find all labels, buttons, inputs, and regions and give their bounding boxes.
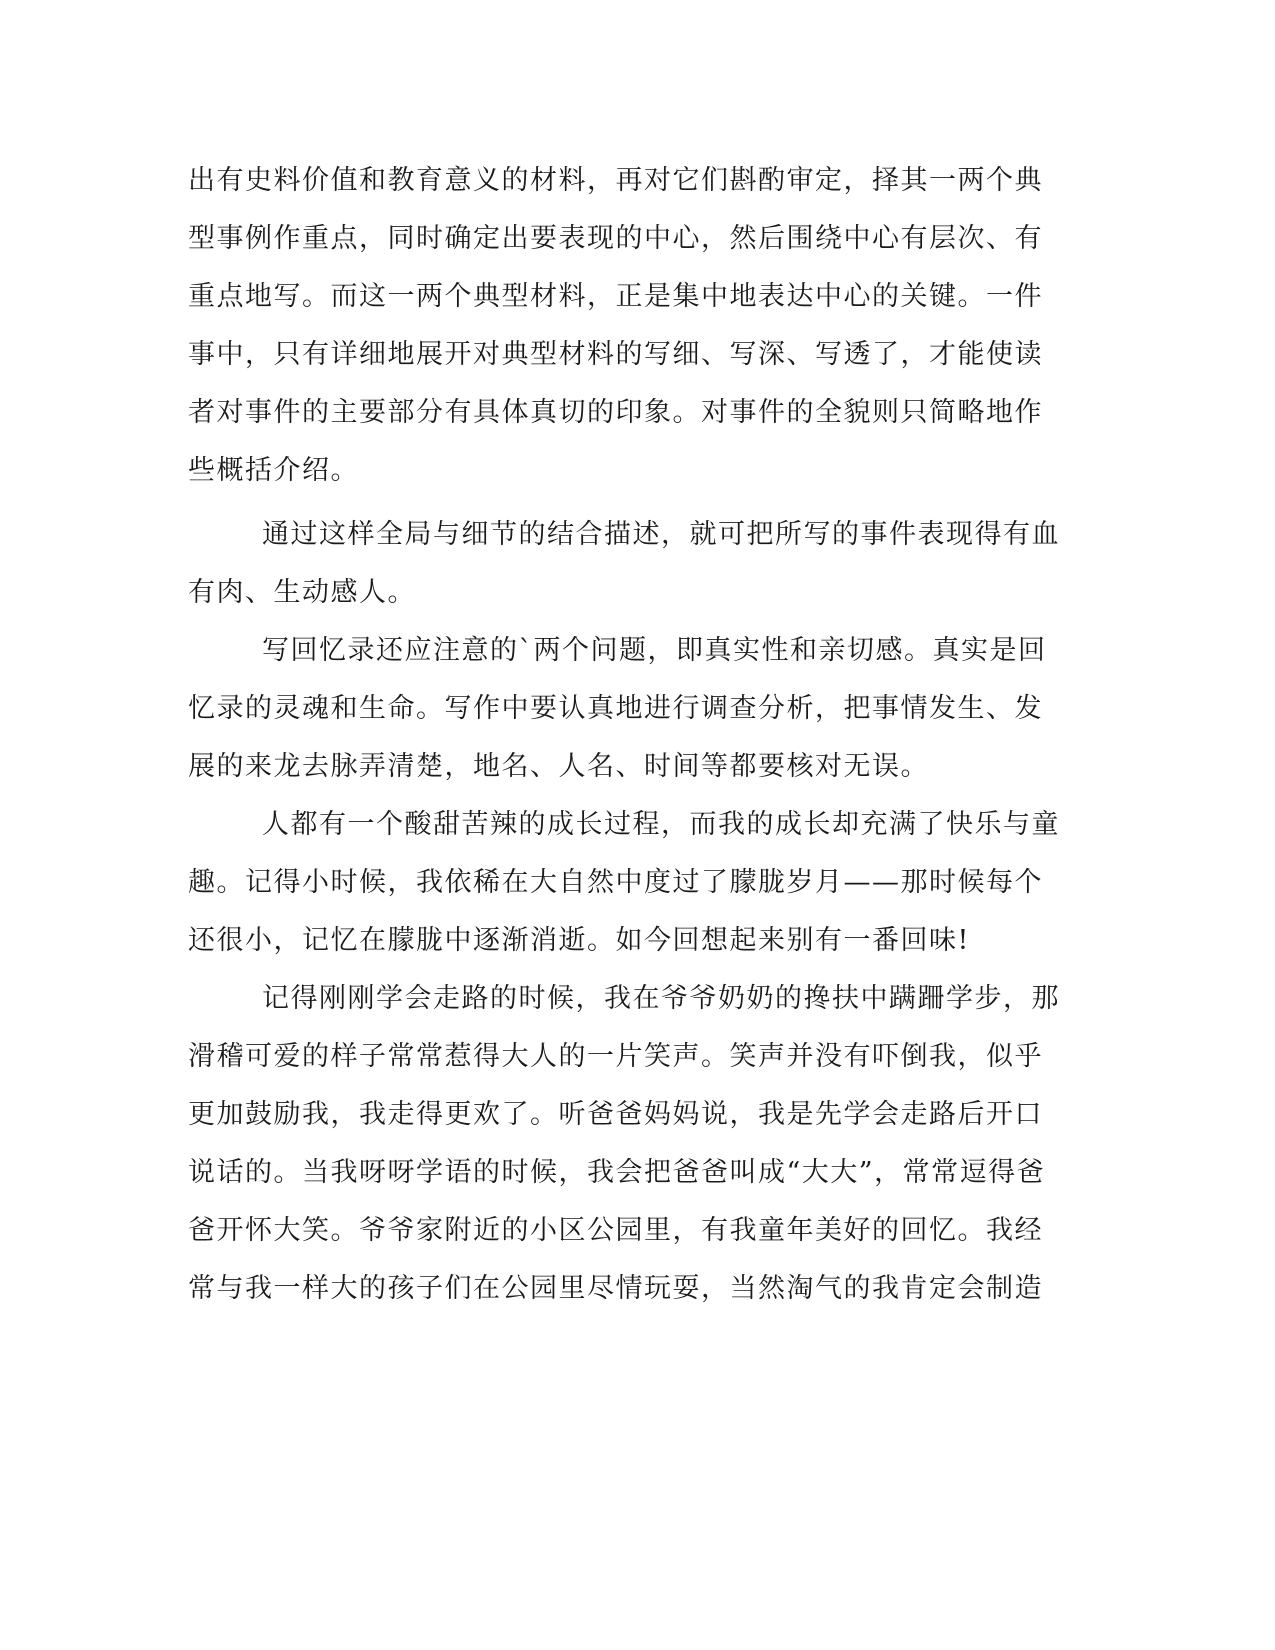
text-line: 趣。记得小时候，我依稀在大自然中度过了朦胧岁月——那时候每个 bbox=[188, 867, 1043, 898]
text-line: 型事例作重点，同时确定出要表现的中心，然后围绕中心有层次、有 bbox=[188, 223, 1043, 254]
paragraph-first-line: 写回忆录还应注意的`两个问题，即真实性和亲切感。真实是回 bbox=[262, 635, 1047, 666]
text-line: 滑稽可爱的样子常常惹得大人的一片笑声。笑声并没有吓倒我，似乎 bbox=[188, 1041, 1043, 1072]
text-line: 忆录的灵魂和生命。写作中要认真地进行调查分析，把事情发生、发 bbox=[188, 693, 1043, 724]
text-line: 还很小，记忆在朦胧中逐渐消逝。如今回想起来别有一番回味! bbox=[188, 925, 970, 956]
text-line: 常与我一样大的孩子们在公园里尽情玩耍，当然淘气的我肯定会制造 bbox=[188, 1273, 1043, 1304]
text-line: 事中，只有详细地展开对典型材料的写细、写深、写透了，才能使读 bbox=[188, 339, 1043, 370]
text-line: 些概括介绍。 bbox=[188, 455, 359, 486]
text-line: 爸开怀大笑。爷爷家附近的小区公园里，有我童年美好的回忆。我经 bbox=[188, 1215, 1043, 1246]
paragraph-first-line: 通过这样全局与细节的结合描述，就可把所写的事件表现得有血 bbox=[262, 519, 1060, 550]
text-line: 者对事件的主要部分有具体真切的印象。对事件的全貌则只简略地作 bbox=[188, 397, 1043, 428]
text-line: 更加鼓励我，我走得更欢了。听爸爸妈妈说，我是先学会走路后开口 bbox=[188, 1099, 1043, 1130]
text-line: 有肉、生动感人。 bbox=[188, 577, 416, 608]
text-line: 重点地写。而这一两个典型材料，正是集中地表达中心的关键。一件 bbox=[188, 281, 1043, 312]
paragraph-first-line: 记得刚刚学会走路的时候，我在爷爷奶奶的搀扶中蹒跚学步，那 bbox=[262, 983, 1060, 1014]
paragraph-first-line: 人都有一个酸甜苦辣的成长过程，而我的成长却充满了快乐与童 bbox=[262, 809, 1060, 840]
text-line: 展的来龙去脉弄清楚，地名、人名、时间等都要核对无误。 bbox=[188, 751, 929, 782]
text-line: 说话的。当我呀呀学语的时候，我会把爸爸叫成“大大”，常常逗得爸 bbox=[188, 1157, 1046, 1188]
text-line: 出有史料价值和教育意义的材料，再对它们斟酌审定，择其一两个典 bbox=[188, 165, 1043, 196]
